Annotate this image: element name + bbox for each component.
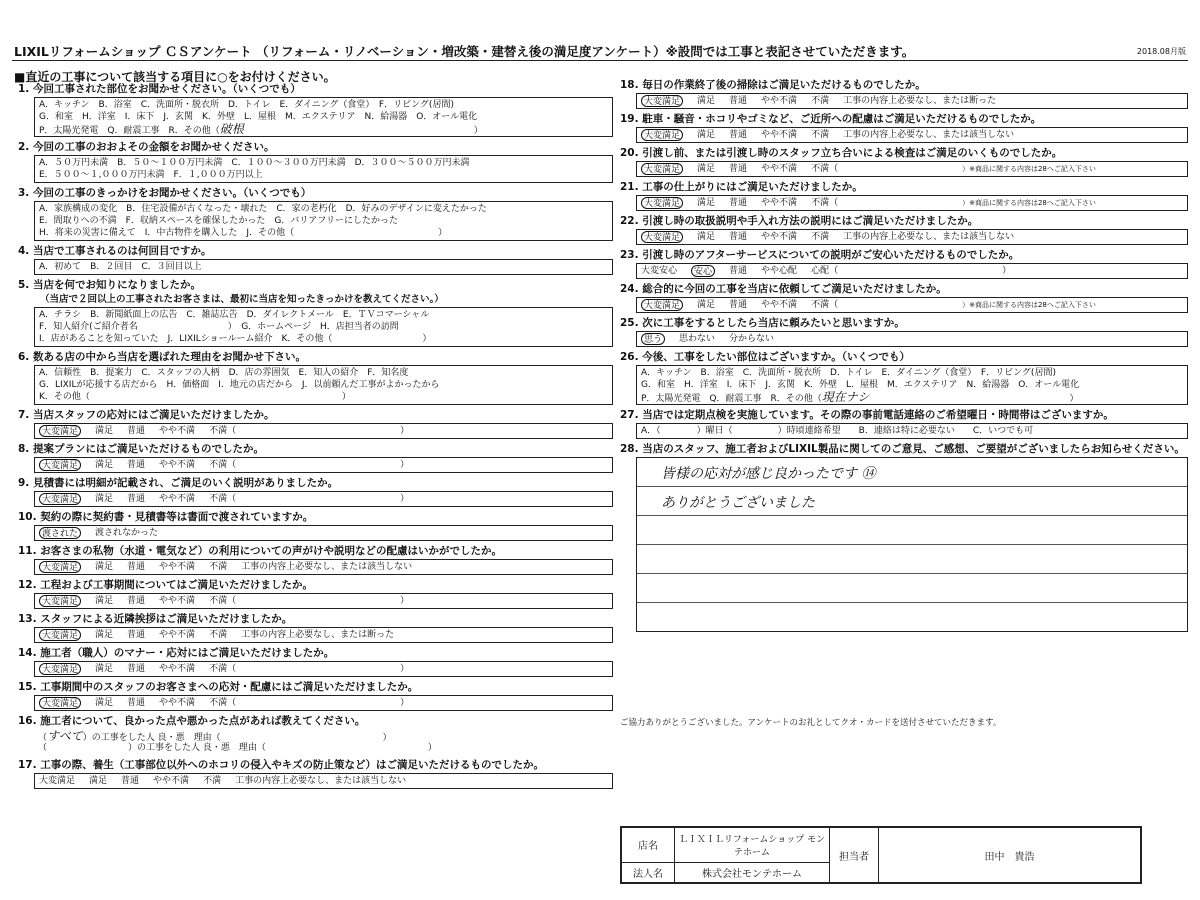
comment-line [637, 545, 1187, 574]
question-18: 18. 毎日の作業終了後の掃除はご満足いただけるものでしたか。 大変満足 満足 普通 やや不満 不満 工事の内容上必要なし、または断った [620, 78, 1188, 109]
corp-name: 株式会社モンテホーム [675, 862, 830, 882]
footer-table [620, 826, 1142, 884]
comment-line: ありがとうございました [637, 487, 1187, 516]
question-8: 8. 提案プランにはご満足いただけるものでしたか。 大変満足 満足 普通 やや不満 不満（ ） [18, 442, 613, 473]
header-bar [12, 40, 1188, 61]
question-7: 7. 当店スタッフの応対にはご満足いただけましたか。 大変満足 満足 普通 やや不満 不満（ ） [18, 408, 613, 439]
page-title: LIXILリフォームショップ ＣＳアンケート （リフォーム・リノベーション・増改築・建替え後の満足度アンケート）※設問では工事と表記させていただきます。 [14, 44, 915, 59]
version-label: 2018.08月版 [1136, 47, 1186, 56]
comment-line [637, 603, 1187, 631]
question-4: 4. 当店で工事されるのは何回目ですか。 A．初めて B．２回目 C．３回目以上 [18, 244, 613, 275]
question-20: 20. 引渡し前、または引渡し時のスタッフ立ち合いによる検査はご満足のいくものでしたか。 大変満足 満足 普通 やや不満 不満（ ）※商品に関する内容は28へご記入下さい [620, 146, 1188, 177]
question-16: 16. 施工者について、良かった点や悪かった点があれば教えてください。 （すべて）の工事をした人 良・悪 理由（ ） （ ）の工事をした人 良・悪 理由（ ） [18, 715, 437, 753]
question-5: 5. 当店を何でお知りになりましたか。 （当店で２回以上の工事されたお客さまは、最初に当店を知ったきっかけを教えてください。） A．チラシ B．新聞紙面上の広告 C．雑誌広告 D．ダイレクトメール E．ＴＶコマーシャル F．知人紹介(ご紹介者名 ） G．ホームページ H．店担当者の訪問 I．店があることを知っていた J．LIXILショールーム紹介 K．その他（ ） [18, 278, 613, 347]
left-column [18, 82, 613, 789]
question-17: 17. 工事の際、養生（工事部位以外へのホコリの侵入やキズの防止策など）はご満足いただけるものでしたか。 大変満足 満足 普通 やや不満 不満 工事の内容上必要なし、または該当しない [18, 758, 613, 789]
comment-line [637, 516, 1187, 545]
comment-line [637, 574, 1187, 603]
question-9: 9. 見積書には明細が記載され、ご満足のいく説明がありましたか。 大変満足 満足 普通 やや不満 不満（ ） [18, 476, 613, 507]
question-26: 26. 今後、工事をしたい部位はございますか。（いくつでも） A．キッチン B．浴室 C．洗面所・脱衣所 D．トイレ E．ダイニング（食堂） F．リビング(居間) G．和室 H．洋室 I．床下 J．玄関 K．外壁 L．屋根 M．エクステリア N．給湯器 O．オール電化 P．太陽光発電 Q．耐震工事 R．その他（現在ナシ ） [620, 350, 1188, 405]
handwritten-answer: すべて [47, 730, 83, 742]
question-13: 13. スタッフによる近隣挨拶はご満足いただけましたか。 大変満足 満足 普通 やや不満 不満 工事の内容上必要なし、または断った [18, 612, 613, 643]
question-28: 28. 当店のスタッフ、施工者およびLIXIL製品に関してのご意見、ご感想、ご要望がございましたらお知らせください。 皆様の応対が感じ良かったです ⑭ ありがとうございました [620, 442, 1188, 632]
question-3: 3. 今回の工事のきっかけをお聞かせください。（いくつでも） A．家族構成の変化 B．住宅設備が古くなった・壊れた C．家の老朽化 D．好みのデザインに変えたかった E．間取りへの不満 F．収納スペースを確保したかった G．バリアフリーにしたかった H．将来の災害に備えて I．中古物件を購入した J．その他（ ） [18, 186, 613, 241]
question-12: 12. 工程および工事期間についてはご満足いただけましたか。 大変満足 満足 普通 やや不満 不満（ ） [18, 578, 613, 609]
store-label: 店名 [622, 828, 675, 863]
question-19: 19. 駐車・騒音・ホコリやゴミなど、ご近所への配慮はご満足いただけるものでしたか。 大変満足 満足 普通 やや不満 不満 工事の内容上必要なし、または該当しない [620, 112, 1188, 143]
thanks-note: ご協力ありがとうございました。アンケートのお礼としてクオ・カードを送付させていただきます。 [620, 718, 1002, 728]
store-name: ＬＩＸＩＬリフォームショップ モンテホーム [675, 828, 830, 863]
question-1: 1. 今回工事された部位をお聞かせください。（いくつでも） A．キッチン B．浴室 C．洗面所・脱衣所 D．トイレ E．ダイニング（食堂） F．リビング(居間) G．和室 H．洋室 I．床下 J．玄関 K．外壁 L．屋根 M．エクステリア N．給湯器 O．オール電化 P．太陽光発電 Q．耐震工事 R．その他（破根 ） [18, 82, 613, 137]
question-14: 14. 施工者（職人）のマナー・応対にはご満足いただけましたか。 大変満足 満足 普通 やや不満 不満（ ） [18, 646, 613, 677]
comment-box [636, 457, 1188, 632]
staff-name: 田中 貴浩 [879, 828, 1141, 883]
handwritten-answer: 現在ナシ [821, 391, 870, 403]
corp-label: 法人名 [622, 862, 675, 882]
comment-line: 皆様の応対が感じ良かったです ⑭ [637, 458, 1187, 487]
question-22: 22. 引渡し時の取扱説明や手入れ方法の説明にはご満足いただけましたか。 大変満足 満足 普通 やや不満 不満 工事の内容上必要なし、または該当しない [620, 214, 1188, 245]
question-25: 25. 次に工事をするとしたら当店に頼みたいと思いますか。 思う 思わない 分からない [620, 316, 1188, 347]
question-6: 6. 数ある店の中から当店を選ばれた理由をお聞かせ下さい。 A．信頼性 B．提案力 C．スタッフの人柄 D．店の雰囲気 E．知人の紹介 F．知名度 G．LIXILが応援する店だから H．価格面 I．地元の店だから J．以前頼んだ工事がよかったから K．その他（ ） [18, 350, 613, 405]
right-column [620, 78, 1188, 632]
question-10: 10. 契約の際に契約書・見積書等は書面で渡されていますか。 渡された 渡されなかった [18, 510, 613, 541]
question-21: 21. 工事の仕上がりにはご満足いただけましたか。 大変満足 満足 普通 やや不満 不満（ ）※商品に関する内容は28へご記入下さい [620, 180, 1188, 211]
question-24: 24. 総合的に今回の工事を当店に依頼してご満足いただけましたか。 大変満足 満足 普通 やや不満 不満（ ）※商品に関する内容は28へご記入下さい [620, 282, 1188, 313]
intro-text: ■直近の工事について該当する項目に○をお付けください。 [14, 70, 336, 84]
question-15: 15. 工事期間中のスタッフのお客さまへの応対・配慮にはご満足いただけましたか。 大変満足 満足 普通 やや不満 不満（ ） [18, 680, 613, 711]
staff-label: 担当者 [830, 828, 879, 883]
question-2: 2. 今回の工事のおおよその金額をお聞かせください。 A．５０万円未満 B．５０～１００万円未満 C．１００～３００万円未満 D．３００～５００万円未満 E．５００～１,０００万円未満 F．１,０００万円以上 [18, 140, 613, 183]
handwritten-answer: 破根 [219, 123, 244, 135]
question-11: 11. お客さまの私物（水道・電気など）の利用についての声がけや説明などの配慮はいかがでしたか。 大変満足 満足 普通 やや不満 不満 工事の内容上必要なし、または該当しない [18, 544, 613, 575]
question-23: 23. 引渡し時のアフターサービスについての説明がご安心いただけるものでしたか。 大変安心 安心 普通 やや心配 心配（ ） [620, 248, 1188, 279]
question-27: 27. 当店では定期点検を実施しています。その際の事前電話連絡のご希望曜日・時間帯はございますか。 A．（ ）曜日（ ）時頃連絡希望 B．連絡は特に必要ない C．いつでも可 [620, 408, 1188, 439]
